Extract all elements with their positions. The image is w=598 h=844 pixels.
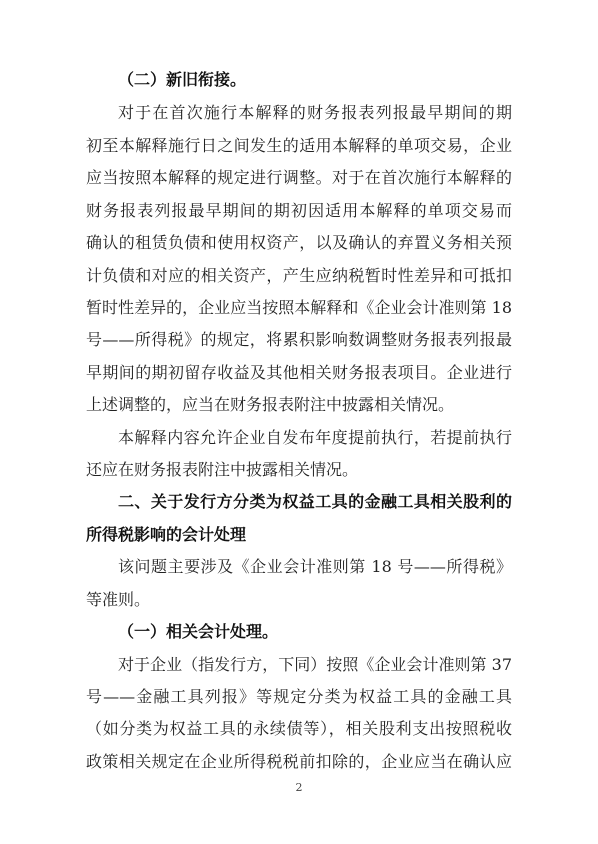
paragraph-line: 等准则。	[86, 590, 151, 609]
paragraph-line: 本解释内容允许企业自发布年度提前执行，若提前执行	[118, 428, 512, 447]
paragraph-line: 号——金融工具列报》等规定分类为权益工具的金融工具	[86, 687, 512, 706]
paragraph-line: 上述调整的，应当在财务报表附注中披露相关情况。	[86, 395, 455, 414]
paragraph-line: 早期间的期初留存收益及其他相关财务报表项目。企业进行	[86, 363, 512, 382]
paragraph-line: 初至本解释施行日之间发生的适用本解释的单项交易，企业	[86, 136, 512, 155]
page-number: 2	[295, 781, 303, 794]
paragraph-line: 对于企业（指发行方，下同）按照《企业会计准则第 37	[118, 655, 512, 674]
paragraph-line: 计负债和对应的相关资产，产生应纳税暂时性差异和可抵扣	[86, 266, 512, 285]
paragraph-line: 号——所得税》的规定，将累积影响数调整财务报表列报最	[86, 330, 512, 349]
paragraph-line: 财务报表列报最早期间的期初因适用本解释的单项交易而	[86, 201, 512, 220]
paragraph-line: 还应在财务报表附注中披露相关情况。	[86, 460, 359, 479]
paragraph-line: 对于在首次施行本解释的财务报表列报最早期间的期	[118, 103, 512, 122]
section-heading-dividend-tax-cont: 所得税影响的会计处理	[86, 525, 247, 544]
paragraph-line: （如分类为权益工具的永续债等），相关股利支出按照税收	[86, 719, 512, 738]
paragraph-line: 暂时性差异的，企业应当按照本解释和《企业会计准则第 18	[86, 298, 512, 317]
paragraph-line: 应当按照本解释的规定进行调整。对于在首次施行本解释的	[86, 168, 512, 187]
paragraph-line: 该问题主要涉及《企业会计准则第 18 号——所得税》	[118, 557, 512, 576]
section-heading-accounting-treatment: （一）相关会计处理。	[118, 622, 279, 641]
paragraph-line: 政策相关规定在企业所得税税前扣除的，企业应当在确认应	[86, 752, 512, 771]
section-heading-dividend-tax: 二、关于发行方分类为权益工具的金融工具相关股利的	[118, 492, 512, 511]
paragraph-line: 确认的租赁负债和使用权资产，以及确认的弃置义务相关预	[86, 233, 512, 252]
section-heading-new-old-transition: （二）新旧衔接。	[118, 70, 247, 89]
